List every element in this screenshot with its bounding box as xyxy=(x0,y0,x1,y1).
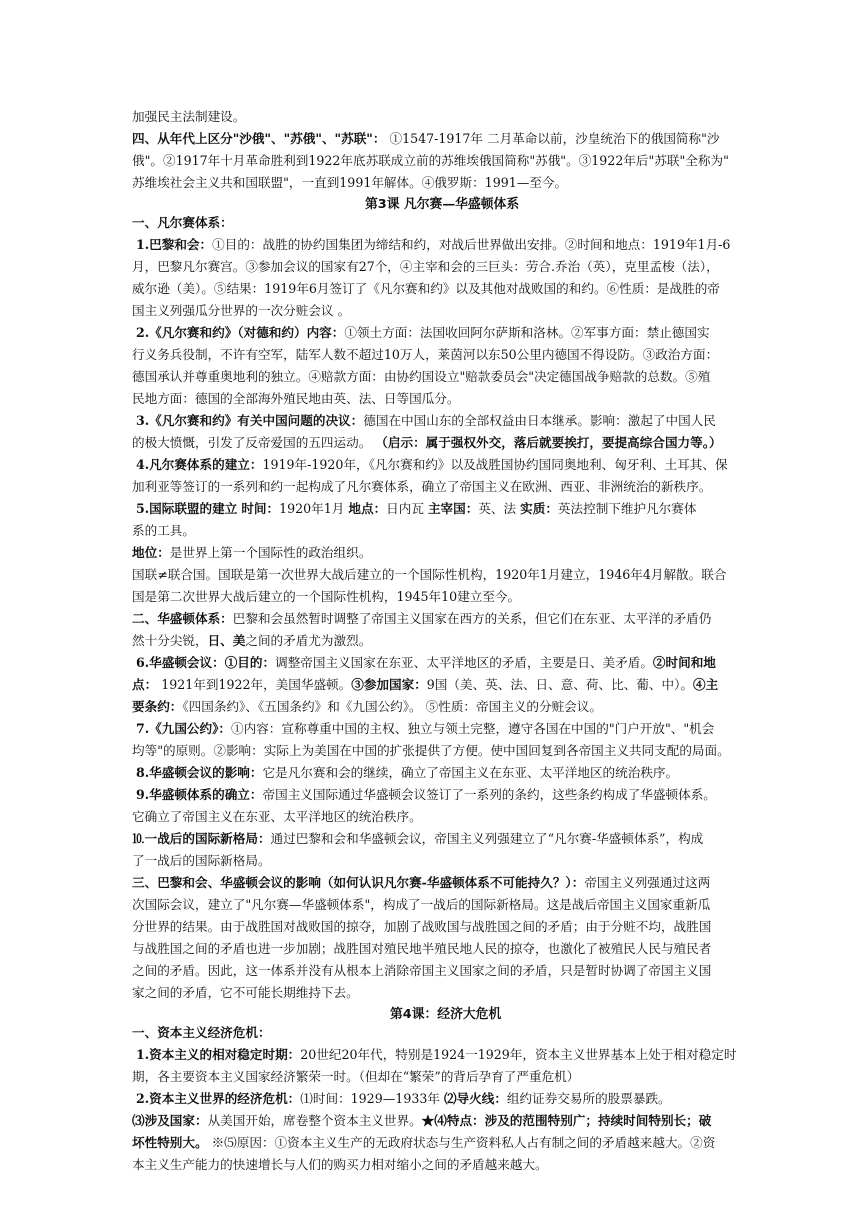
text-run: 《四国条约》、《五国条约》和《九国公约》。 ⑤性质：帝国主义的分赃会议。 xyxy=(182,699,602,714)
text-line xyxy=(132,106,854,128)
text-run: 本主义生产能力的快速增长与人们的购买力相对缩小之间的矛盾越来越大。 xyxy=(132,1157,548,1172)
bold-text-run: 四、从年代上区分"沙俄"、"苏俄"、"苏联"： xyxy=(132,131,386,146)
text-line xyxy=(136,652,854,674)
text-run: 之间的矛盾。因此，这一体系并没有从根本上消除帝国主义国家之间的矛盾，只是暂时协调了帝国主义国 xyxy=(132,963,712,978)
bold-text-run: 一、凡尔赛体系： xyxy=(132,215,233,230)
bold-text-run: 实质： xyxy=(520,501,558,516)
text-run: 国是第二次世界大战后建立的一个国际性机构，1945年10建立至今。 xyxy=(132,589,521,604)
bold-text-run: 点： xyxy=(132,677,158,692)
text-line xyxy=(132,872,854,894)
bold-text-run: 坏性特别大。 xyxy=(132,1135,208,1150)
text-line xyxy=(132,476,854,498)
text-run: 调整帝国主义国家在东亚、太平洋地区的矛盾，主要是日、美矛盾。 xyxy=(275,655,653,670)
text-run: 它是凡尔赛和会的继续，确立了帝国主义在东亚、太平洋地区的统治秩序。 xyxy=(262,765,679,780)
text-run: 国联≠联合国。国联是第一次世界大战后建立的一个国际性机构，1920年1月建立，1946年4月解散。联合 xyxy=(132,567,727,582)
text-run: 1919年-1920年，《凡尔赛和约》以及战胜国协约国同奥地利、匈牙利、土耳其、保 xyxy=(262,457,728,472)
text-line xyxy=(132,366,854,388)
text-run: 巴黎和会虽然暂时调整了帝国主义国家在西方的关系，但它们在东亚、太平洋的矛盾仍 xyxy=(232,611,712,626)
bold-text-run: 一、资本主义经济危机： xyxy=(132,1025,271,1040)
text-run: ⑴时间：1929—1933年 xyxy=(300,1091,444,1106)
text-run: 与战胜国之间的矛盾也进一步加剧；战胜国对殖民地半殖民地人民的掠夺，也激化了被殖民人民与殖民者 xyxy=(132,941,712,956)
text-run: 分世界的结果。由于战胜国对战败国的掠夺，加剧了战败国与战胜国之间的矛盾；由于分赃不均，战胜国 xyxy=(132,919,712,934)
text-run: 它确立了帝国主义在东亚、太平洋地区的统治秩序。 xyxy=(132,809,422,824)
bold-text-run: 2.资本主义世界的经济危机： xyxy=(136,1091,301,1106)
text-line xyxy=(132,630,854,652)
text-line xyxy=(136,454,854,476)
text-run: 了一战后的国际新格局。 xyxy=(132,853,271,868)
text-line xyxy=(132,388,854,410)
text-line xyxy=(132,916,854,938)
bold-text-run: 1.巴黎和会： xyxy=(136,237,213,252)
text-run: ※⑸原因：①资本主义生产的无政府状态与生产资料私人占有制之间的矛盾越来越大。②资 xyxy=(207,1135,716,1150)
text-run: 俄"。②1917年十月革命胜利到1922年底苏联成立前的苏维埃俄国简称"苏俄"。③1922年后"苏联"全称为" xyxy=(132,153,729,168)
text-line xyxy=(132,696,854,718)
text-line xyxy=(136,322,854,344)
bold-text-run: 要条约： xyxy=(132,699,183,714)
text-run: 行义务兵役制，不许有空军，陆军人数不超过10万人，莱茵河以东50公里内德国不得设防。③政治方面： xyxy=(132,347,719,362)
text-line xyxy=(132,128,854,150)
bold-text-run: ③参加国家： xyxy=(351,677,427,692)
text-line xyxy=(132,432,854,454)
text-run: 德国在中国山东的全部权益由日本继承。影响：激起了中国人民 xyxy=(363,413,716,428)
text-run: 系的工具。 xyxy=(132,523,195,538)
text-run: 加强民主法制建设。 xyxy=(132,109,246,124)
text-line xyxy=(132,344,854,366)
text-run: 从美国开始，席卷整个资本主义世界。 xyxy=(207,1113,422,1128)
text-line xyxy=(132,150,854,172)
bold-text-run: 5.国际联盟的建立 xyxy=(136,501,238,516)
bold-text-run: 地位： xyxy=(132,545,170,560)
text-run: 英法控制下维护凡尔赛体 xyxy=(557,501,697,516)
text-line xyxy=(132,982,854,1004)
bold-text-run: 第4课：经济大危机 xyxy=(390,1007,502,1022)
text-line xyxy=(132,740,854,762)
text-line xyxy=(136,718,854,740)
text-line xyxy=(132,278,854,300)
text-line xyxy=(132,938,854,960)
text-run: 日内瓦 xyxy=(386,501,428,516)
text-line xyxy=(136,1044,854,1066)
bold-text-run: 4.凡尔赛体系的建立： xyxy=(136,457,263,472)
text-line xyxy=(136,784,854,806)
bold-text-run: 二、华盛顿体系： xyxy=(132,611,233,626)
text-run: 月，巴黎凡尔赛宫。③参加会议的国家有27个，④主宰和会的三巨头：劳合.乔治（英），克里孟梭（法）， xyxy=(132,259,719,274)
text-run: 次国际会议，建立了"凡尔赛—华盛顿体系"，构成了一战后的国际新格局。这是战后帝国主义国家重新瓜 xyxy=(132,897,711,912)
text-line xyxy=(132,1154,854,1176)
text-run: 是世界上第一个国际性的政治组织。 xyxy=(169,545,372,560)
text-line xyxy=(132,542,854,564)
text-line xyxy=(132,256,854,278)
text-run: 9国（美、英、法、日、意、荷、比、葡、中）。 xyxy=(426,677,693,692)
text-line xyxy=(132,850,854,872)
bold-text-run: 时间： xyxy=(241,501,280,516)
text-line xyxy=(132,586,854,608)
text-run: 民地方面：德国的全部海外殖民地由英、法、日等国瓜分。 xyxy=(132,391,460,406)
text-run: 德国承认并尊重奥地利的独立。④赔款方面：由协约国设立"赔款委员会"决定德国战争赔款的总数。⑤殖 xyxy=(132,369,711,384)
bold-text-run: 8.华盛顿会议的影响： xyxy=(136,765,263,780)
text-run: 加利亚等签订的一系列和约一起构成了凡尔赛体系，确立了帝国主义在欧洲、西亚、非洲统治的新秩序。 xyxy=(132,479,712,494)
text-line xyxy=(132,608,854,630)
bold-text-run: 第3课 凡尔赛—华盛顿体系 xyxy=(365,197,520,212)
text-line xyxy=(136,762,854,784)
text-run: 苏维埃社会主义共和国联盟"，一直到1991年解体。④俄罗斯：1991—至今。 xyxy=(132,175,568,190)
text-line xyxy=(136,498,854,520)
text-run: 家之间的矛盾，它不可能长期维持下去。 xyxy=(132,985,359,1000)
text-run: 帝国主义列强通过这两 xyxy=(584,875,711,890)
text-run: 然十分尖锐， xyxy=(132,633,208,648)
text-line xyxy=(136,1088,854,1110)
bold-text-run: ★⑷特点：涉及的范围特别广；持续时间特别长；破 xyxy=(421,1113,712,1128)
text-run: ①目的：战胜的协约国集团为缔结和约，对战后世界做出安排。②时间和地点：1919年1月-6 xyxy=(212,237,731,252)
bold-text-run: 主宰国： xyxy=(427,501,479,516)
text-line xyxy=(132,806,854,828)
bold-text-run: ⑵导火线： xyxy=(443,1091,507,1106)
text-run: 威尔逊（美）。⑤结果：1919年6月签订了《凡尔赛和约》以及其他对战败国的和约。⑥性质：是战胜的帝 xyxy=(132,281,720,296)
bold-text-run: 7.《九国公约》： xyxy=(136,721,232,736)
text-run: 组约证券交易所的股票暴跌。 xyxy=(506,1091,671,1106)
text-line xyxy=(132,1066,854,1088)
text-run: 1920年1月 xyxy=(279,501,349,516)
text-run: ①领土方面：法国收回阿尔萨斯和洛林。②军事方面：禁止德国实 xyxy=(344,325,710,340)
text-line xyxy=(132,1110,854,1132)
bold-text-run: ②时间和地 xyxy=(652,655,716,670)
bold-text-run: ④主 xyxy=(692,677,719,692)
text-line xyxy=(136,410,854,432)
text-line xyxy=(132,520,854,542)
text-line xyxy=(132,300,854,322)
text-line xyxy=(132,1132,854,1154)
text-line xyxy=(136,234,854,256)
text-run: ①1547-1917年 二月革命以前，沙皇统治下的俄国简称"沙 xyxy=(385,131,720,146)
text-line xyxy=(132,894,854,916)
bold-text-run: 日、美 xyxy=(207,633,246,648)
bold-text-run: 9.华盛顿体系的确立： xyxy=(136,787,263,802)
text-run: 1921年到1922年，美国华盛顿。 xyxy=(157,677,352,692)
bold-text-run: ⒑一战后的国际新格局： xyxy=(132,831,271,846)
bold-text-run: ⑶涉及国家： xyxy=(132,1113,208,1128)
bold-text-run: （启示：属于强权外交，落后就要挨打，要提高综合国力等。） xyxy=(375,435,722,450)
text-run: 国主义列强瓜分世界的一次分赃会议 。 xyxy=(132,303,351,318)
bold-text-run: 2.《凡尔赛和约》（对德和约）内容： xyxy=(136,325,345,340)
text-run: 之间的矛盾尤为激烈。 xyxy=(245,633,372,648)
text-run: 帝国主义国际通过华盛顿会议签订了一系列的条约，这些条约构成了华盛顿体系。 xyxy=(262,787,716,802)
text-run: 20世纪20年代，特别是1924一1929年，资本主义世界基本上处于相对稳定时 xyxy=(300,1047,737,1062)
bold-text-run: 6.华盛顿会议：①目的： xyxy=(136,655,276,670)
text-run: 均等"的原则。②影响：实际上为美国在中国的扩张提供了方便。使中国回复到各帝国主义共同支配的局面。 xyxy=(132,743,730,758)
bold-text-run: 地点： xyxy=(348,501,387,516)
text-run: 期，各主要资本主义国家经济繁荣一时。（但却在“繁荣”的背后孕育了严重危机） xyxy=(132,1069,580,1084)
text-line xyxy=(132,172,854,194)
text-line xyxy=(132,212,854,234)
text-line xyxy=(132,1022,854,1044)
text-line xyxy=(132,674,854,696)
bold-text-run: 三、巴黎和会、华盛顿会议的影响（如何认识凡尔赛-华盛顿体系不可能持久？）： xyxy=(132,875,585,890)
text-line xyxy=(132,564,854,586)
bold-text-run: 1.资本主义的相对稳定时期： xyxy=(136,1047,301,1062)
text-run: 的极大愤慨，引发了反帝爱国的五四运动。 xyxy=(132,435,376,450)
text-run: 通过巴黎和会和华盛顿会议，帝国主义列强建立了“凡尔赛-华盛顿体系”，构成 xyxy=(270,831,704,846)
text-run: 英、法 xyxy=(478,501,521,516)
text-run: ①内容：宣称尊重中国的主权、独立与领土完整，遵守各国在中国的"门户开放"、"机会 xyxy=(231,721,715,736)
text-line xyxy=(132,960,854,982)
text-line xyxy=(132,828,854,850)
bold-text-run: 3.《凡尔赛和约》有关中国问题的决议： xyxy=(136,413,364,428)
